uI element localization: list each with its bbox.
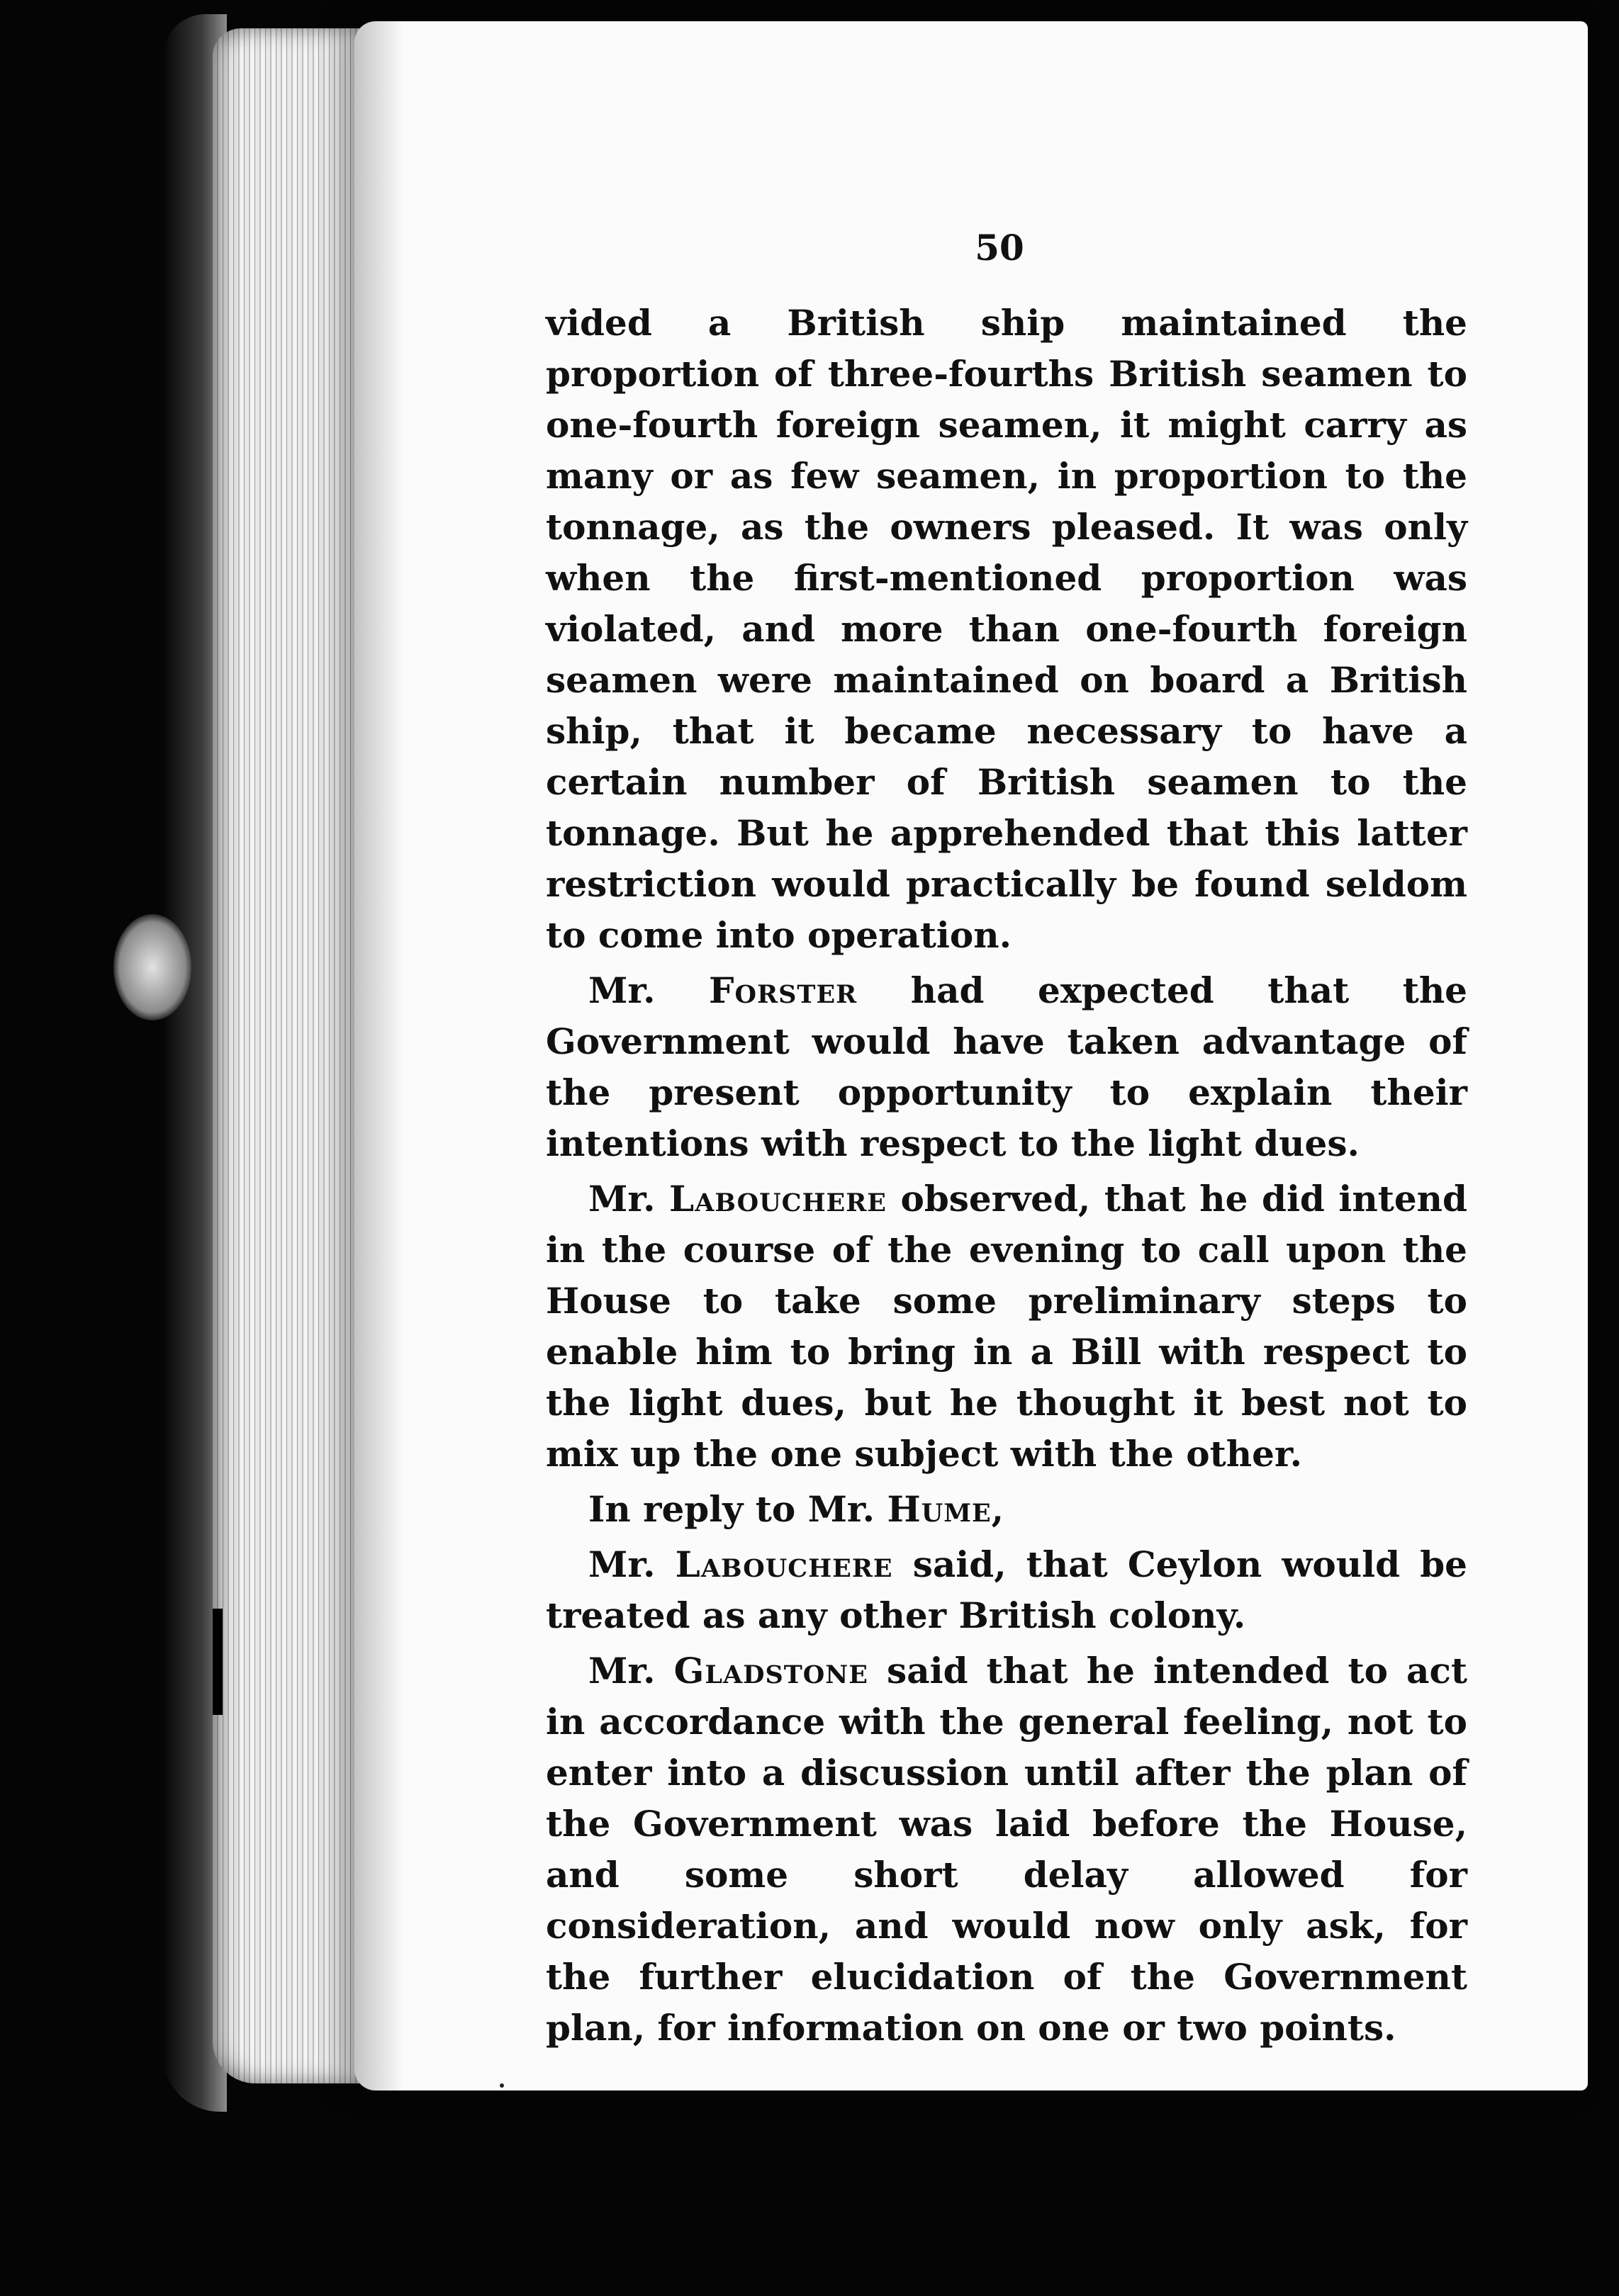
scan-artifact-bar — [213, 1609, 223, 1715]
paragraph-text: had expected that the Government would have taken advantage of the present opportunity to explain their intentions with respect to the light dues. — [546, 969, 1467, 1164]
speaker-name: Forster — [709, 969, 858, 1011]
paragraph — [546, 1484, 1467, 1535]
paragraph — [546, 1645, 1467, 2054]
page-edges — [213, 28, 376, 2083]
body-text — [546, 298, 1467, 2058]
paragraph — [546, 965, 1467, 1169]
paragraph-text: said, that Ceylon would be treated as any other British colony. — [546, 1543, 1467, 1636]
paragraph-text: Mr. — [588, 1543, 676, 1585]
page-number: 50 — [975, 227, 1024, 269]
paragraph-text: vided a British ship maintained the proportion of three-fourths British seamen to one-fourth foreign seamen, it might carry as many or as few seamen, in proportion to the tonnage, as the owners pleased. It was only when the first-mentioned proportion was violated, and more than one-fourth foreign seamen were maintained on board a British ship, that it became necessary to have a certain number of British seamen to the tonnage. But he apprehended that this latter restriction would practically be found seldom to come into operation. — [546, 302, 1467, 956]
paragraph — [546, 1174, 1467, 1480]
speaker-name: Labouchere — [669, 1178, 887, 1220]
scan-artifact-spot — [113, 914, 191, 1020]
paragraph — [546, 298, 1467, 961]
paragraph-text: Mr. — [588, 1178, 670, 1220]
paragraph-text: observed, that he did intend in the course of the evening to call upon the House to take some preliminary steps to enable him to bring in a Bill with respect to the light dues, but he thought it best not to mix up the one subject with the other. — [546, 1178, 1467, 1475]
speaker-name: Hume — [887, 1488, 992, 1530]
paragraph-text: In reply to Mr. — [588, 1488, 887, 1530]
page-gutter-shadow — [354, 21, 404, 2090]
paragraph-text: said that he intended to act in accordance with the general feeling, not to enter into a discussion until after the plan of the Government was laid before the House, and some short delay allowed for consideration, and would now only ask, for the further elucidation of the Government plan, for information on one or two points. — [546, 1650, 1467, 2049]
speaker-name: Gladstone — [673, 1650, 868, 1692]
paragraph-text: Mr. — [588, 969, 710, 1011]
scan-artifact-dot — [500, 2083, 504, 2088]
paragraph — [546, 1539, 1467, 1641]
speaker-name: Labouchere — [675, 1543, 893, 1585]
paragraph-text: , — [991, 1488, 1004, 1530]
paragraph-text: Mr. — [588, 1650, 674, 1692]
